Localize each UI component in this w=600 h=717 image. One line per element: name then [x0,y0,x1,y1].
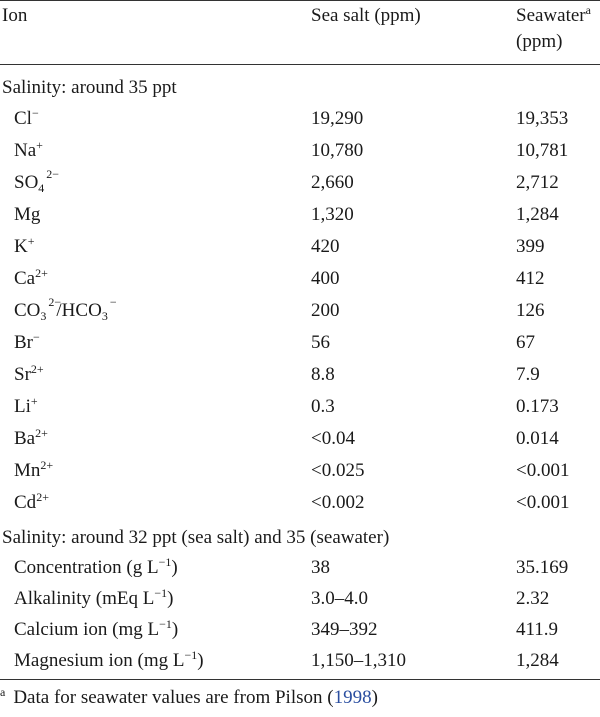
ion-symbol: Sr [14,364,31,385]
ion-symbol: Cd [14,492,37,513]
ion-symbol-2: /HCO [56,300,102,321]
ion-symbol: Mg [14,204,41,225]
ion-cell [14,167,60,195]
unit-exponent: −1 [154,586,168,600]
property-close: ) [171,619,179,640]
sea-salt-value: 8.8 [311,364,335,385]
table-row [0,649,600,681]
ion-charge: 2+ [35,266,48,280]
seawater-value: 2.32 [516,588,550,609]
table-row [0,295,600,331]
ion-cell [14,235,35,259]
header-seawater [516,4,591,28]
section-label-35ppt: Salinity: around 35 ppt [2,77,177,98]
table-row [0,395,600,427]
seawater-value: 399 [516,236,545,257]
table-row [0,107,600,139]
table-row [0,235,600,267]
ion-symbol: Mn [14,460,41,481]
ion-charge: + [36,138,43,152]
table-row [0,556,600,588]
table-row [0,331,600,363]
sea-salt-value: 38 [311,557,330,578]
sea-salt-value: 10,780 [311,140,364,161]
seawater-value: 67 [516,332,535,353]
ion-charge: − [33,330,40,344]
unit-exponent: −1 [184,648,198,662]
property-name: Magnesium ion (mg L [14,650,185,671]
property-label [14,618,178,642]
header-sea-salt: Sea salt (ppm) [311,5,421,26]
ion-charge [38,167,60,195]
sea-salt-value: 19,290 [311,108,364,129]
seawater-value: 126 [516,300,545,321]
ion-charge: 2+ [30,362,44,376]
ion-symbol: Br [14,332,33,353]
header-seawater-footnote-mark: a [585,3,591,17]
ion-charge: − [31,106,39,120]
sea-salt-value: 1,150–1,310 [311,650,406,671]
ion-symbol: K [14,236,28,257]
ion-cell [14,395,38,419]
seawater-value: 2,712 [516,172,559,193]
unit-exponent: −1 [158,555,172,569]
seawater-value: 7.9 [516,364,540,385]
ion-cell [14,295,118,323]
ion-charge-2 [101,295,118,323]
ion-charge: 2+ [35,426,48,440]
seawater-value: <0.001 [516,492,570,513]
ion-cell [14,331,40,355]
footnote-text: Data for seawater values are from Pilson ( [13,687,334,708]
seawater-value: 0.173 [516,396,559,417]
seawater-value: 412 [516,268,545,289]
table-row [0,427,600,459]
ion-charge: + [27,234,35,248]
property-close: ) [167,588,174,609]
ion-cell [14,363,44,387]
footnote [0,686,378,710]
ion-charge-2-sup: − [109,295,117,309]
ion-symbol: Cl [14,108,32,129]
ion-cell [14,427,48,451]
table-row [0,267,600,299]
top-rule [0,0,600,1]
section-label-32ppt: Salinity: around 32 ppt (sea salt) and 35 (seawater) [2,527,390,548]
seawater-value: 1,284 [516,204,559,225]
ion-symbol: CO [14,300,41,321]
sea-salt-value: 420 [311,236,340,257]
footnote-mark: a [0,685,6,699]
property-label [14,649,204,673]
ion-charge-2-sub: 3 [101,309,108,323]
footnote-citation-link[interactable]: 1998 [333,687,372,708]
ion-cell [14,491,49,515]
seawater-value: <0.001 [516,460,570,481]
property-close: ) [171,557,178,578]
property-name: Alkalinity (mEq L [14,588,155,609]
ion-charge-sup: 2− [48,295,62,309]
ion-cell [14,267,48,291]
header-rule [0,64,600,65]
ion-symbol: Ba [14,428,36,449]
sea-salt-value: <0.025 [311,460,365,481]
ion-charge-sub: 3 [40,309,47,323]
sea-salt-value: 400 [311,268,340,289]
sea-salt-value: 56 [311,332,330,353]
property-name: Calcium ion (mg L [14,619,160,640]
sea-salt-value: 349–392 [311,619,378,640]
table-row [0,459,600,491]
table-row [0,203,600,235]
header-ion: Ion [2,5,28,26]
ion-charge-sup: 2− [46,167,60,181]
ion-symbol: Li [14,396,31,417]
property-label [14,587,173,611]
sea-salt-value: <0.002 [311,492,365,513]
table-row [0,363,600,395]
seawater-value: 0.014 [516,428,559,449]
sea-salt-value: 3.0–4.0 [311,588,368,609]
header-seawater-unit: (ppm) [516,31,563,52]
table-row [0,587,600,619]
seawater-value: 19,353 [516,108,569,129]
header-seawater-label: Seawater [516,5,586,26]
table-row [0,139,600,171]
ion-charge: + [30,394,38,408]
sea-salt-value: 2,660 [311,172,354,193]
ion-symbol: Ca [14,268,36,289]
ion-cell [14,139,43,163]
table-row [0,491,600,523]
ion-cell [14,459,53,483]
ion-symbol: SO [14,172,39,193]
ion-charge: 2+ [40,458,54,472]
sea-salt-value: <0.04 [311,428,355,449]
bottom-rule [0,679,600,680]
property-name: Concentration (g L [14,557,159,578]
ion-charge [40,295,62,323]
unit-exponent: −1 [159,617,172,631]
sea-salt-value: 0.3 [311,396,335,417]
seawater-value: 1,284 [516,650,559,671]
ion-charge: 2+ [36,490,49,504]
table-row [0,167,600,203]
sea-salt-value: 200 [311,300,340,321]
ion-symbol: Na [14,140,37,161]
seawater-value: 411.9 [516,619,559,640]
table-row [0,618,600,650]
seawater-value: 35.169 [516,557,569,578]
property-close: ) [197,650,204,671]
ion-charge-sub: 4 [38,181,45,195]
ion-cell [14,203,40,227]
sea-salt-value: 1,320 [311,204,354,225]
property-label [14,556,178,580]
footnote-close: ) [371,687,378,708]
ion-cell [14,107,39,131]
seawater-value: 10,781 [516,140,569,161]
